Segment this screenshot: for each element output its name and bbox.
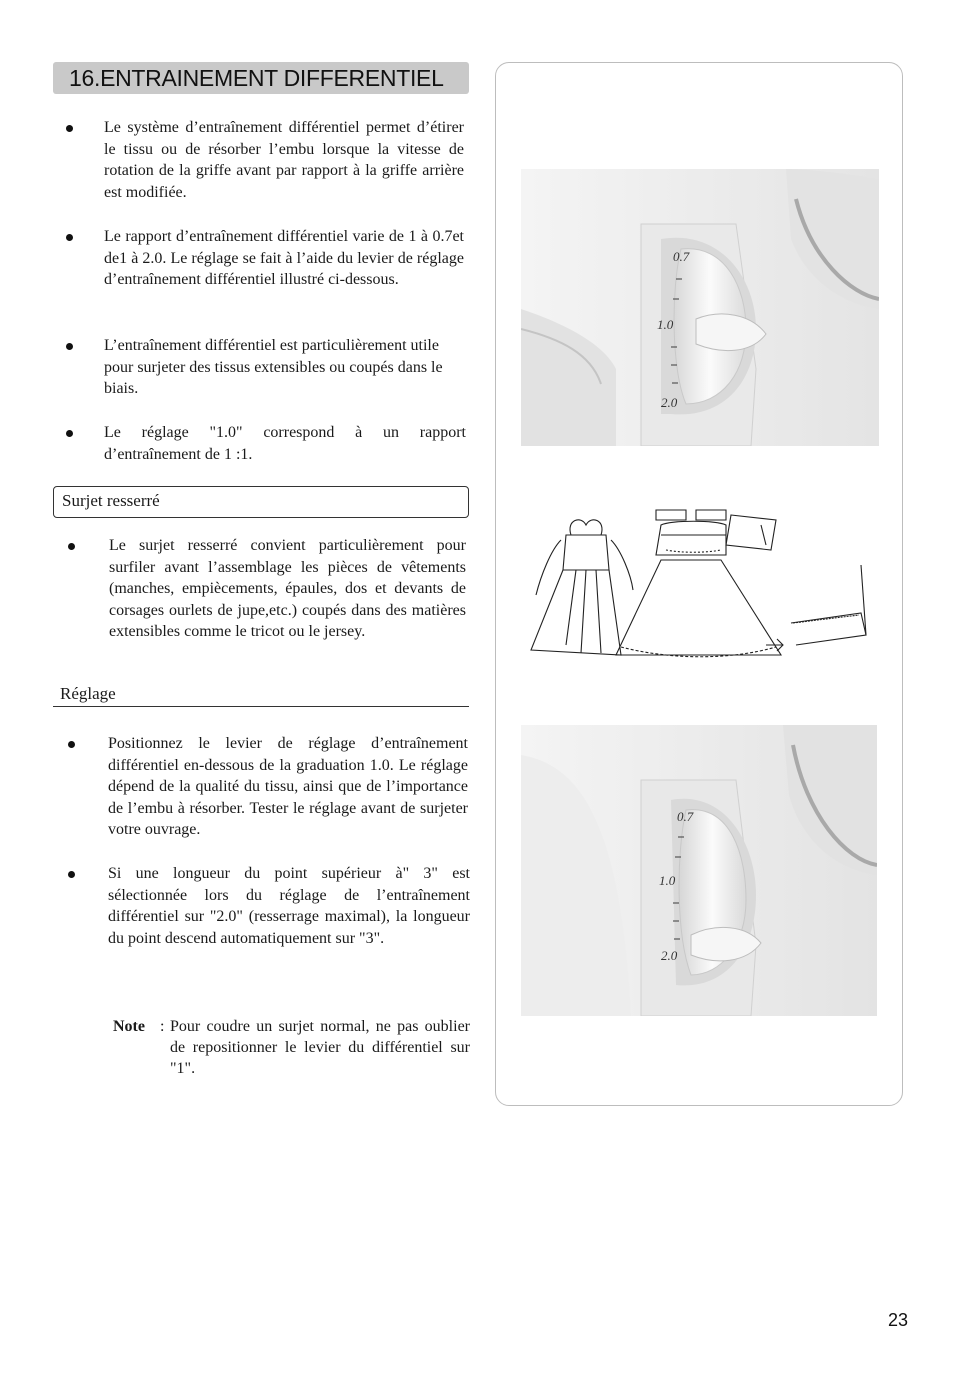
- bullet-dot: [66, 234, 73, 241]
- bullet-text: Le rapport d’entraînement différentiel varie de 1 à 0.7et de1 à 2.0. Le réglage se fait à l’aide du levier de réglage d’entraînement différentiel illustré ci-dessous.: [104, 228, 464, 288]
- note-colon: :: [160, 1018, 165, 1035]
- surjet-heading: Surjet resserré: [62, 491, 160, 510]
- dial-label-1-0: 1.0: [657, 317, 674, 332]
- dial2-label-0-7: 0.7: [677, 809, 694, 824]
- bullet-text: Le surjet resserré convient particulièrement pour surfiler avant l’assemblage les pièces de vêtements (manches, empiècements, épaules, dos et devants de corsages ourlets de jupe,etc.) coupés dans des matières extensibles comme le tricot ou le jersey.: [109, 537, 466, 640]
- reglage-bullet-1: [108, 733, 468, 841]
- bullet-dot: [68, 741, 75, 748]
- dial2-label-1-0: 1.0: [659, 873, 676, 888]
- bullet-text: Le système d’entraînement différentiel permet d’étirer le tissu ou de résorber l’embu lorsque la vitesse de rotation de la griffe avant par rapport à la griffe arrière est modifiée.: [104, 119, 464, 201]
- bullet-text: Positionnez le levier de réglage d’entraînement différentiel en-dessous de la graduation 1.0. Le réglage dépend de la qualité du tissu, ainsi que de l’importance de l’embu à résorber. Tester le réglage avant de surjeter votre ouvrage.: [108, 735, 468, 838]
- reglage-underline: [53, 706, 469, 707]
- intro-bullet-4: [104, 422, 466, 465]
- dial-label-0-7: 0.7: [673, 249, 690, 264]
- bullet-dot: [68, 543, 75, 550]
- bullet-text: Le réglage "1.0" correspond à un rapport d’entraînement de 1 :1.: [104, 424, 466, 463]
- section-title-bar: [53, 62, 469, 94]
- note-text: Pour coudre un surjet normal, ne pas oublier de repositionner le levier du différentiel sur "1".: [170, 1018, 470, 1077]
- dial-label-2-0: 2.0: [661, 395, 678, 410]
- garment-drawing: [521, 495, 889, 670]
- sewing-machine-dial-image-2: [521, 725, 877, 1016]
- surjet-bullet: [109, 535, 466, 643]
- intro-bullet-1: [104, 117, 464, 203]
- bullet-dot: [66, 430, 73, 437]
- dial-photo-top: [521, 169, 879, 446]
- bullet-text: Si une longueur du point supérieur à" 3" est sélectionnée lors du réglage de l’entraînement différentiel sur "2.0" (resserrage maximal), la longueur du point descend automatiquement sur "3".: [108, 865, 470, 947]
- dial2-label-2-0: 2.0: [661, 948, 678, 963]
- dial-photo-bottom: [521, 725, 877, 1016]
- intro-bullet-3: [104, 335, 468, 400]
- intro-bullet-2: [104, 226, 464, 291]
- reglage-heading: Réglage: [60, 684, 116, 703]
- bullet-dot: [66, 125, 73, 132]
- surjet-heading-box: [53, 486, 469, 518]
- bullet-dot: [66, 343, 73, 350]
- reglage-bullet-2: [108, 863, 470, 949]
- garment-illustration: [521, 495, 889, 670]
- note-label: Note: [113, 1018, 145, 1035]
- page-number: 23: [888, 1310, 909, 1330]
- section-title: 16.ENTRAINEMENT DIFFERENTIEL: [69, 65, 444, 91]
- bullet-text: L’entraînement différentiel est particulièrement utile pour surjeter des tissus extensibles ou coupés dans le biais.: [104, 337, 443, 397]
- sewing-machine-dial-image: [521, 169, 879, 446]
- bullet-dot: [68, 871, 75, 878]
